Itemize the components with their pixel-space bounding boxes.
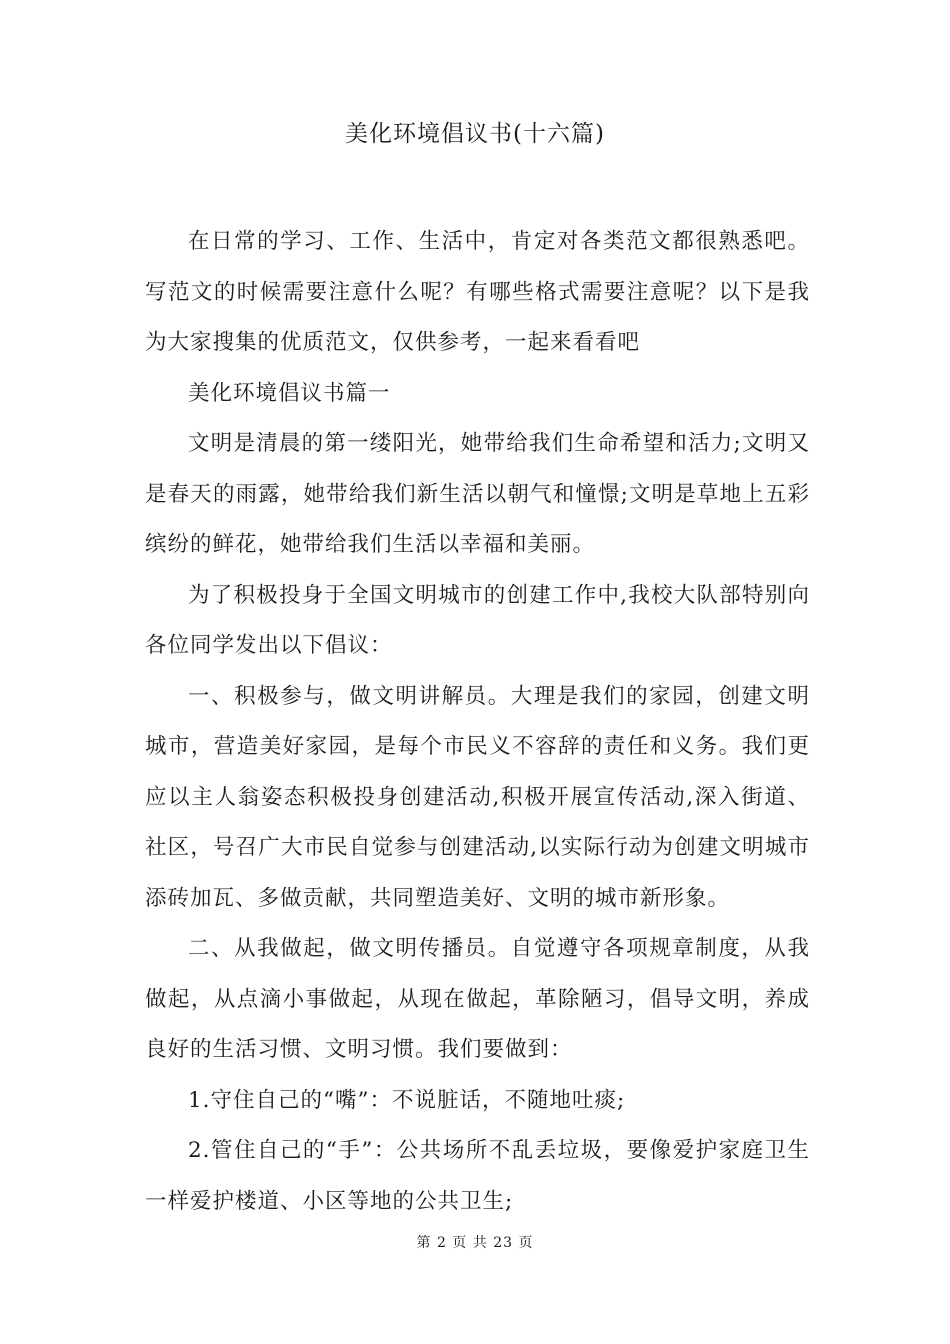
list-item: 2.管住自己的“手”：公共场所不乱丢垃圾，要像爱护家庭卫生一样爱护楼道、小区等地的公共卫生; [145,1138,810,1214]
page-footer: 第 2 页 共 23 页 [416,1235,534,1251]
paragraph: 文明是清晨的第一缕阳光，她带给我们生命希望和活力;文明又是春天的雨露，她带给我们新生活以朝气和憧憬;文明是草地上五彩缤纷的鲜花，她带给我们生活以幸福和美丽。 [145,431,810,557]
list-item: 1.守住自己的“嘴”：不说脏话，不随地吐痰; [188,1087,626,1113]
paragraph: 一、积极参与，做文明讲解员。大理是我们的家园，创建文明城市，营造美好家园，是每个市民义不容辞的责任和义务。我们更应以主人翁姿态积极投身创建活动,积极开展宣传活动,深入街道、社区，号召广大市民自觉参与创建活动,以实际行动为创建文明城市添砖加瓦、多做贡献，共同塑造美好、文明的城市新形象。 [145,683,810,911]
document-title: 美化环境倡议书(十六篇) [345,121,605,147]
paragraph: 为了积极投身于全国文明城市的创建工作中,我校大队部特别向各位同学发出以下倡议： [145,582,810,658]
paragraph: 二、从我做起，做文明传播员。自觉遵守各项规章制度，从我做起，从点滴小事做起，从现在做起，革除陋习，倡导文明，养成良好的生活习惯、文明习惯。我们要做到： [145,936,810,1062]
document-body [145,217,810,1227]
paragraph-intro: 在日常的学习、工作、生活中，肯定对各类范文都很熟悉吧。写范文的时候需要注意什么呢？有哪些格式需要注意呢？以下是我为大家搜集的优质范文，仅供参考，一起来看看吧 [145,229,810,355]
section-heading: 美化环境倡议书篇一 [188,380,391,406]
